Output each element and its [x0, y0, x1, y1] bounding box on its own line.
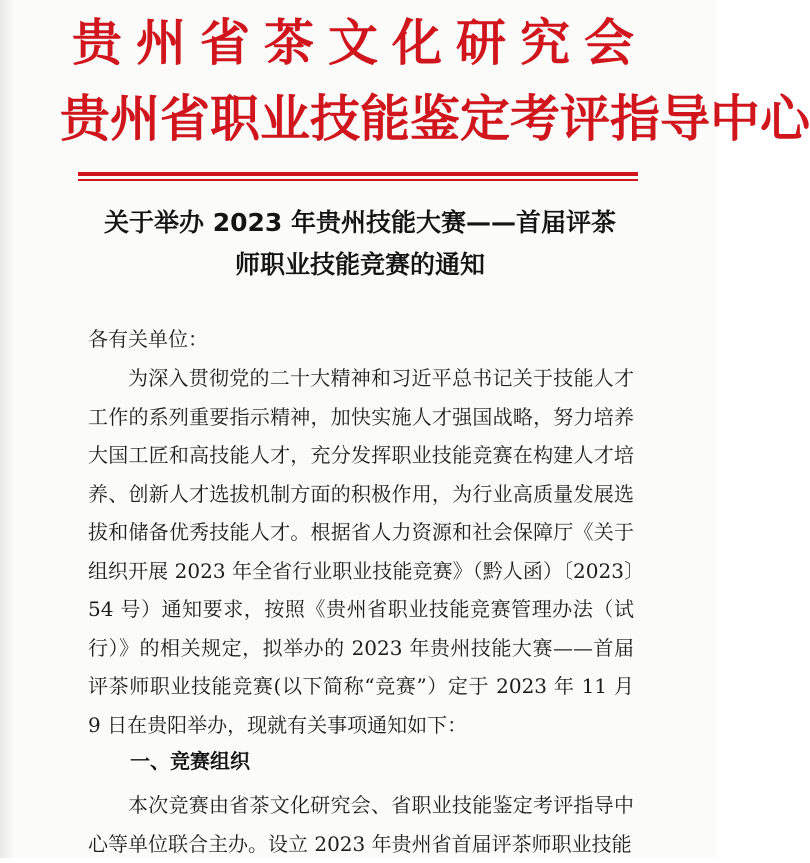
org-name-tea-culture-institute: 贵州省茶文化研究会	[72, 14, 648, 72]
notice-title-line-1: 关于举办 2023 年贵州技能大赛——首届评茶	[104, 208, 616, 237]
org-name-vocational-skills-center: 贵州省职业技能鉴定考评指导中心	[60, 90, 810, 148]
header-rule-thick	[78, 172, 638, 176]
section-heading-competition-organization: 一、竞赛组织	[130, 749, 250, 773]
scan-edge-shadow	[0, 0, 14, 858]
paragraph-organization: 本次竞赛由省茶文化研究会、省职业技能鉴定考评指导中心等单位联合主办。设立 2023 年贵州省首届评茶师职业技能	[88, 793, 634, 856]
salutation: 各有关单位：	[88, 327, 208, 351]
paragraph-intro: 为深入贯彻党的二十大精神和习近平总书记关于技能人才工作的系列重要指示精神，加快实施人才强国战略，努力培养大国工匠和高技能人才，充分发挥职业技能竞赛在构建人才培养、创新人才选拔机制方面的积极作用，为行业高质量发展选拔和储备优秀技能人才。根据省人力资源和社会保障厅《关于组织开展 2023 年全省行业职业技能竞赛》（黔人函）〔2023〕54 号）通知要求，按照《贵州省职业技能竞赛管理办法（试行）》的相关规定，拟举办的 2023 年贵州技能大赛——首届评茶师职业技能竞赛(以下简称“竞赛”）定于 2023 年 11 月 9 日在贵阳举办，现就有关事项通知如下：	[88, 366, 634, 737]
notice-title-line-2: 师职业技能竞赛的通知	[234, 250, 485, 279]
header-rule-thin	[78, 179, 638, 181]
notice-title	[80, 202, 640, 286]
